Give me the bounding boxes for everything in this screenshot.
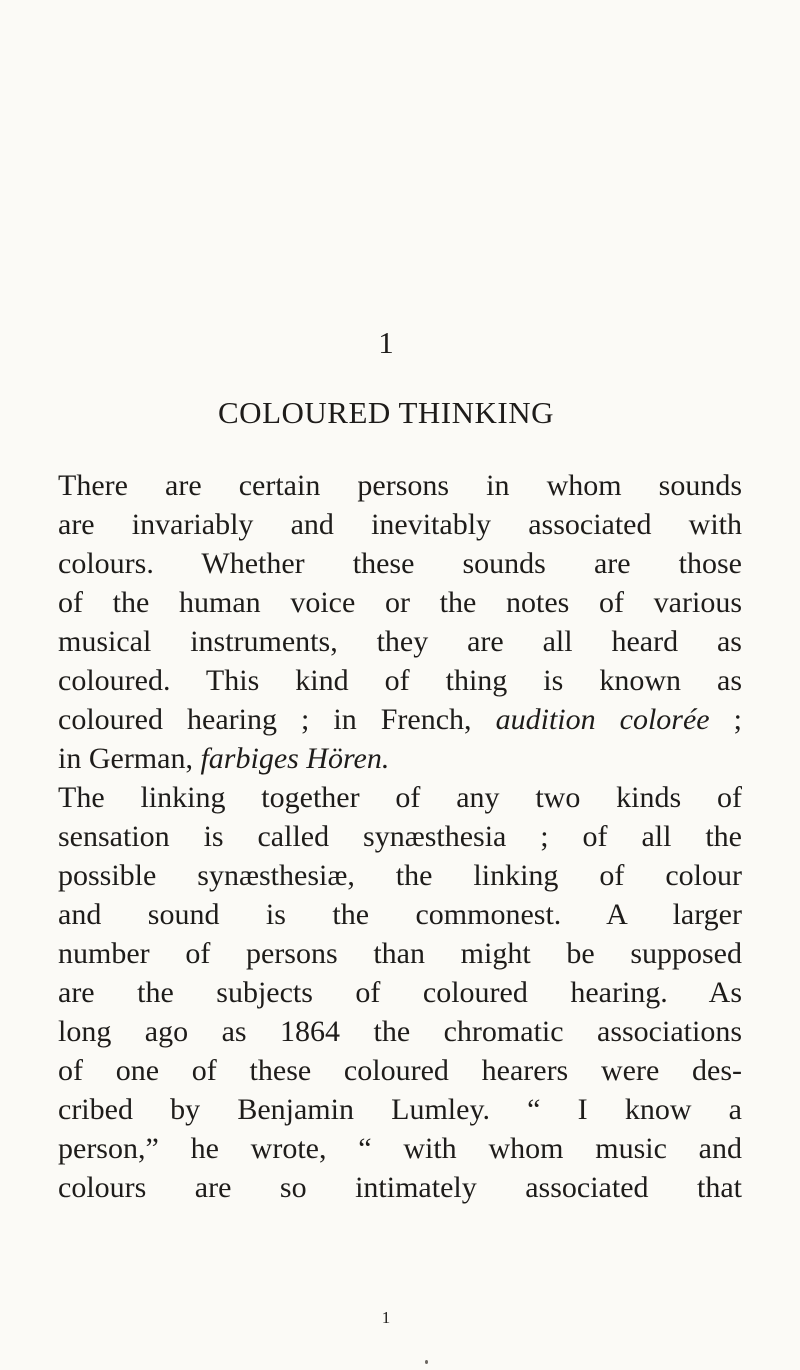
text-line [58, 856, 742, 895]
text-segment: coloured. This kind of thing is known as [58, 664, 742, 697]
text-line [58, 1012, 742, 1051]
text-line [58, 661, 742, 700]
text-segment: possible synæsthesiæ, the linking of colour [58, 859, 742, 892]
text-line [58, 739, 742, 778]
text-segment: sensation is called synæsthesia ; of all the [58, 820, 742, 853]
text-segment: long ago as 1864 the chromatic associations [58, 1015, 742, 1048]
page-number: 1 [381, 1308, 391, 1327]
text-segment: number of persons than might be supposed [58, 937, 742, 970]
text-line [58, 1051, 742, 1090]
text-line [58, 700, 742, 739]
text-segment: in German, [58, 742, 201, 775]
text-segment: colours are so intimately associated that [58, 1171, 742, 1204]
text-line [58, 622, 742, 661]
text-segment: are the subjects of coloured hearing. As [58, 976, 742, 1009]
text-line [58, 583, 742, 622]
text-line [58, 505, 742, 544]
italic-phrase: farbiges Hören. [200, 742, 390, 775]
text-segment: colours. Whether these sounds are those [58, 547, 742, 580]
text-segment: The linking together of any two kinds of [58, 781, 742, 814]
text-line [58, 1168, 742, 1207]
text-line [58, 817, 742, 856]
text-segment: are invariably and inevitably associated with [58, 508, 742, 541]
text-segment: person,” he wrote, “ with whom music and [58, 1132, 742, 1165]
text-segment: ; [709, 703, 743, 736]
text-segment: musical instruments, they are all heard as [58, 625, 742, 658]
chapter-title: COLOURED THINKING [218, 395, 554, 430]
text-segment: coloured hearing ; in French, [58, 703, 496, 736]
text-segment: of one of these coloured hearers were des- [58, 1054, 742, 1087]
print-speck [425, 1360, 428, 1364]
text-segment: of the human voice or the notes of various [58, 586, 742, 619]
text-line [58, 1129, 742, 1168]
text-line [58, 895, 742, 934]
chapter-number: 1 [378, 325, 394, 360]
text-line [58, 973, 742, 1012]
italic-phrase: audition colorée [495, 703, 710, 736]
text-line [58, 934, 742, 973]
text-line [58, 778, 742, 817]
text-line [58, 544, 742, 583]
text-line [58, 466, 742, 505]
text-segment: and sound is the commonest. A larger [58, 898, 742, 931]
text-segment: There are certain persons in whom sounds [58, 469, 742, 502]
text-line [58, 1090, 742, 1129]
text-segment: cribed by Benjamin Lumley. “ I know a [58, 1093, 742, 1126]
body-text [58, 466, 742, 1207]
